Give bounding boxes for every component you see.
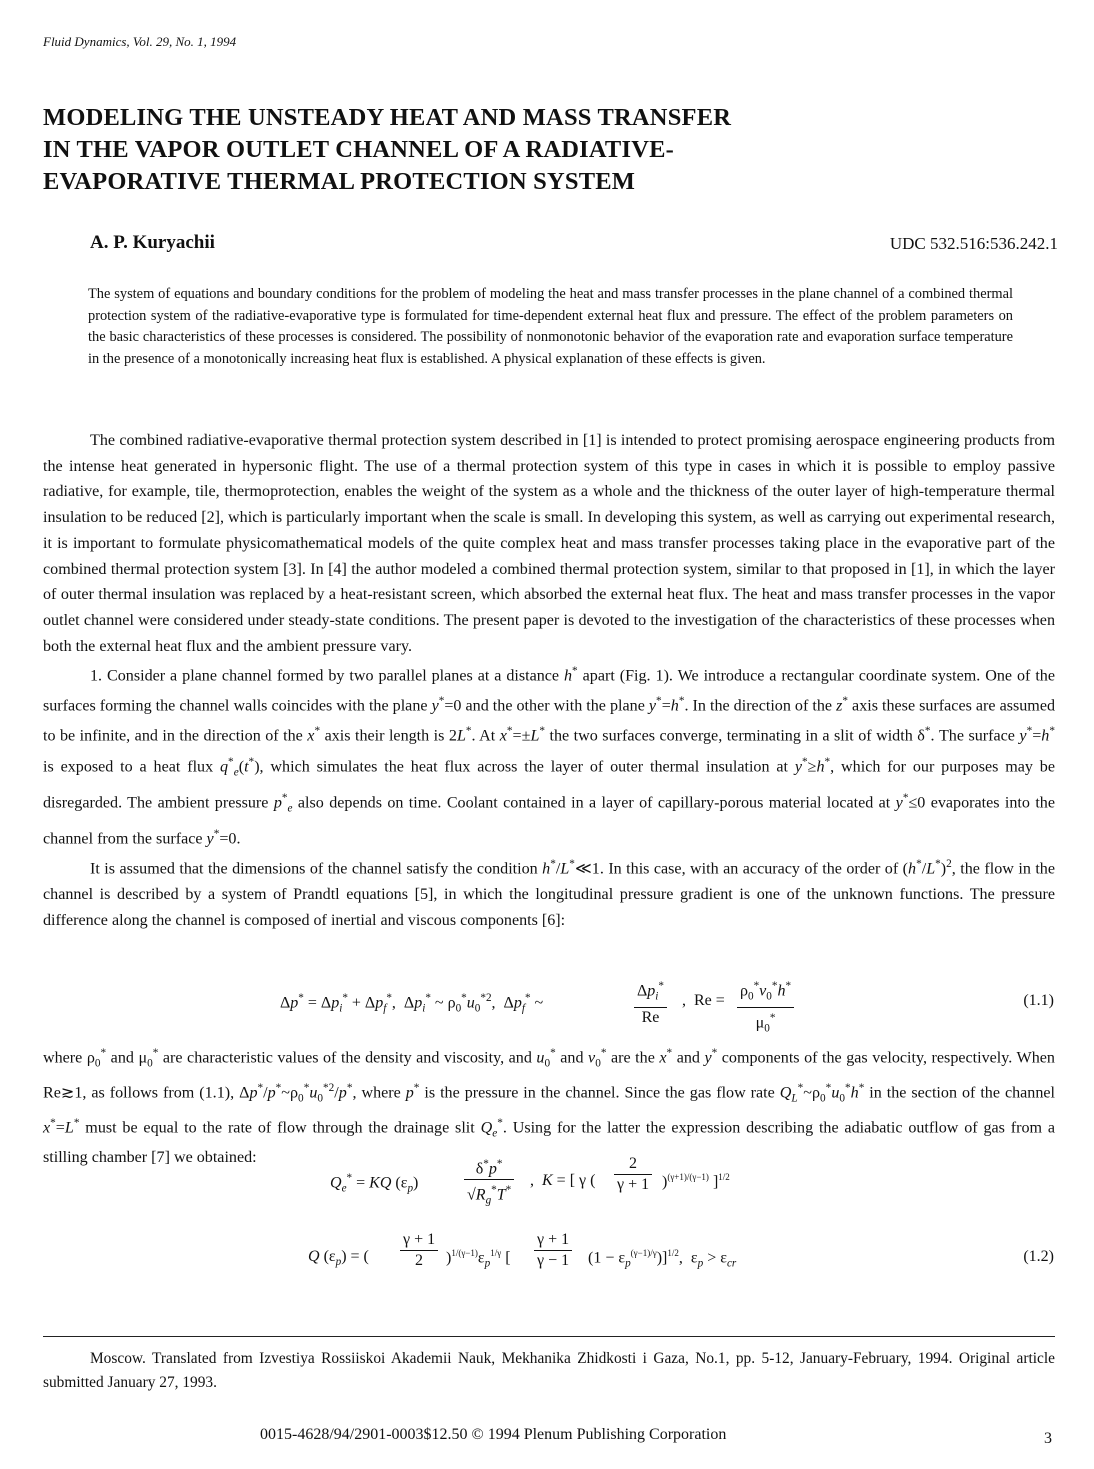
equation-1-1: $\Delta p^* = \Delta p_i^* + \Delta p_f^*$, $\Delta p_i^*$ ~ $\rho_0^*u_0^{*2}$, $\Delta p_f^*$ ~ $\Delta p_i^*$ Re , Re = $\frac{\rho_0^*v_0^*h^*}{\mu_0^*}$ (280, 972, 840, 1036)
equation-1-2a: $Q_e^*$ = KQ $(\varepsilon_p)$ $\frac{\delta^*p^*}{√R_g^*T^*}$ , K = [ γ ( $\frac{2}{\gamma + 1}$ )$^{(\gamma+1)/(\gamma-1)}$ ]$^{1/2}$ (330, 1155, 730, 1207)
footnote-divider (43, 1336, 1055, 1337)
abstract: The system of equations and boundary conditions for the problem of modeling the heat and mass transfer processes in the plane channel of a combined thermal protection system of the radiative-evaporative type is formulated for time-dependent external heat flux and pressure. The effect of the problem parameters on the basic characteristics of these processes is considered. The possibility of nonmonotonic behavior of the evaporation rate and evaporation surface temperature in the presence of a monotonically increasing heat flux is established. A physical explanation of these effects is given. (88, 286, 1013, 367)
title-line-1: MODELING THE UNSTEADY HEAT AND MASS TRANSFER (43, 104, 732, 131)
title-line-3: EVAPORATIVE THERMAL PROTECTION SYSTEM (43, 168, 636, 195)
body-text-continued (43, 1041, 1055, 1171)
body-text (43, 428, 1055, 934)
paragraph-where: where $\rho_0^*$ and $\mu_0^*$ are characteristic values of the density and viscosity, and $u_0^*$ and $v_0^*$ are the x* and y* components of the gas velocity, respectively. When Re≳1, as follows from (1.1), $\Delta p^*/p^*\sim\rho_0^*u_0^{*2}/p^*$, where p* is the pressure in the channel. Since the gas flow rate $Q_L^*\sim\rho_0^*u_0^*h^*$ in the section of the channel x*=L* must be equal to the rate of flow through the drainage slit $Q_e^*$. Using for the latter the expression describing the adiabatic outflow of gas from a stilling chamber [7] we obtained: (43, 1047, 1055, 1167)
udc-code: UDC 532.516:536.242.1 (889, 234, 1058, 253)
paragraph-assumption: It is assumed that the dimensions of the channel satisfy the condition h*/L*≪1. In this case, with an accuracy of the order of $(h^*/L^*)^2$, the flow in the channel is described by a system of Prandtl equations [5], in which the longitudinal pressure gradient is one of the unknown functions. The pressure difference along the channel is composed of inertial and viscous components [6]: (43, 858, 1055, 929)
journal-header: Fluid Dynamics, Vol. 29, No. 1, 1994 (43, 34, 237, 49)
paragraph-section-1: 1. Consider a plane channel formed by two parallel planes at a distance h* apart (Fig. 1). We introduce a rectangular coordinate system. One of the surfaces forming the channel walls coincides with the plane y*=0 and the other with the plane y*=h*. In the direction of the z* axis these surfaces are assumed to be infinite, and in the direction of the x* axis their length is 2L*. At x*=±L* the two surfaces converge, terminating in a slit of width δ*. The surface y*=h* is exposed to a heat flux $q^*_e(t^*)$, which simulates the heat flux across the layer of outer thermal insulation at y*≥h*, which for our purposes may be disregarded. The ambient pressure $p^*_e$ also depends on time. Coolant contained in a layer of capillary-porous material located at y*≤0 evaporates into the channel from the surface y*=0. (43, 665, 1056, 848)
author: A. P. Kuryachii (90, 232, 215, 253)
title-line-2: IN THE VAPOR OUTLET CHANNEL OF A RADIATIVE- (43, 136, 674, 163)
page-number: 3 (1044, 1430, 1052, 1447)
copyright-line: 0015-4628/94/2901-0003$12.50 © 1994 Plenum Publishing Corporation (260, 1426, 727, 1443)
equation-1-1-number: (1.1) (1023, 992, 1054, 1009)
equation-1-2b: Q $(\varepsilon_p)$ = ( $\frac{\gamma + 1}{2}$ )$^{1/(\gamma-1)}\varepsilon_p^{1/\gamma}$ [ $\frac{\gamma + 1}{\gamma - 1}$ $(1 - \varepsilon_p^{(\gamma-1)/\gamma})]^{1/2}$, $\varepsilon_p > \varepsilon_{cr}$ (308, 1231, 737, 1270)
equation-1-2-number: (1.2) (1023, 1248, 1054, 1265)
paragraph-intro: The combined radiative-evaporative thermal protection system described in [1] is intended to protect promising aerospace engineering products from the intense heat generated in hypersonic flight. The use of a thermal protection system of this type in cases in which it is possible to employ passive radiative, for example, tile, thermoprotection, enables the weight of the system as a whole and the thickness of the outer layer of high-temperature thermal insulation to be reduced [2], which is particularly important when the scale is small. In developing this system, as well as carrying out experimental research, it is important to formulate physicomathematical models of the quite complex heat and mass transfer processes taking place in the evaporative part of the combined thermal protection system [3]. In [4] the author modeled a combined thermal protection system, similar to that proposed in [1], in which the layer of outer thermal insulation was replaced by a heat-resistant screen, which absorbed the external heat flux. The heat and mass transfer processes in the vapor outlet channel were considered under steady-state conditions. The present paper is devoted to the investigation of the characteristics of these processes when both the external heat flux and the ambient pressure vary. (43, 432, 1055, 655)
footnote: Moscow. Translated from Izvestiya Rossiiskoi Akademii Nauk, Mekhanika Zhidkosti i Gaza, No.1, pp. 5-12, January-February, 1994. Original article submitted January 27, 1993. (43, 1350, 1055, 1391)
paper-title (43, 102, 843, 198)
